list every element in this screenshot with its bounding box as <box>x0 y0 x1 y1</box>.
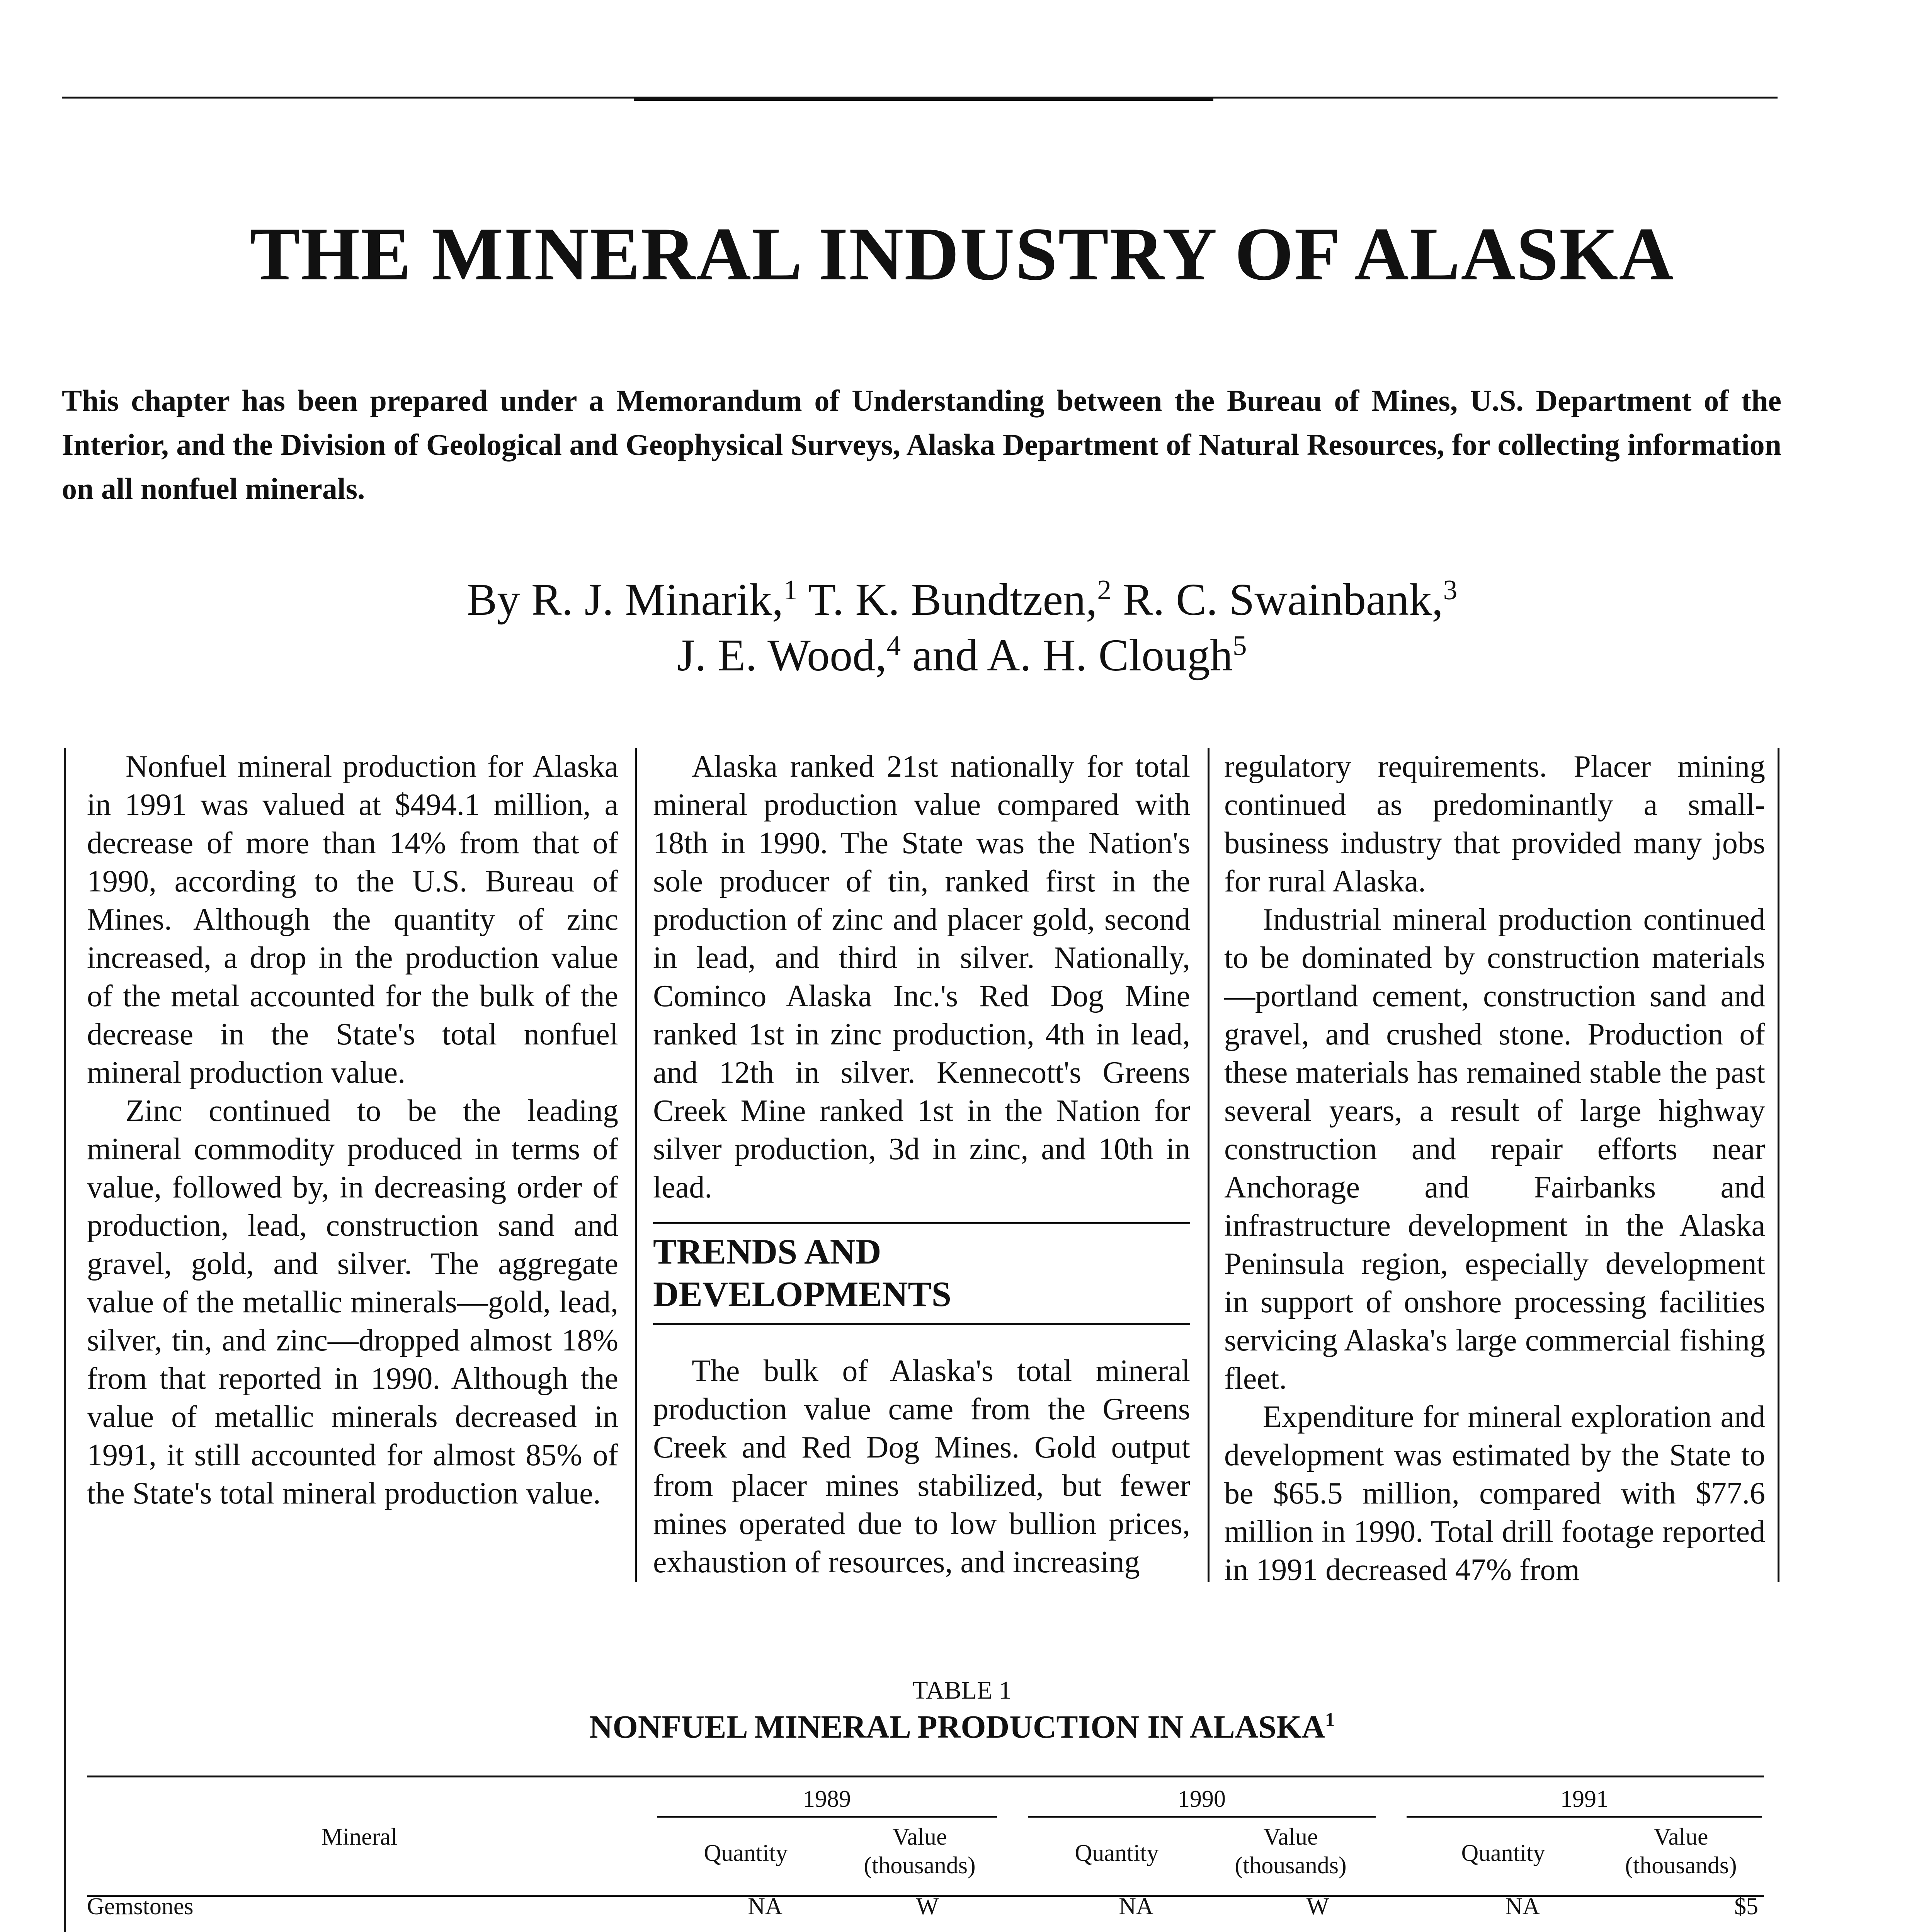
author-line-1 <box>0 572 1924 628</box>
body-column-2 <box>653 748 1190 1582</box>
paragraph: regulatory requirements. Placer mining continued as predominantly a small-business industry that provided many jobs for rural Alaska. <box>1224 750 1765 898</box>
value-header-1991: Value <box>1654 1824 1708 1850</box>
author-name: and A. H. Clough <box>901 630 1233 680</box>
table-cell: W <box>1306 1893 1329 1920</box>
paragraph: Alaska ranked 21st nationally for total mineral production value compared with 18th in 1990. The State was the Nation's sole producer of tin, ranked first in the production of zinc and placer gold, second in lead, and third in silver. Nationally, Cominco Alaska Inc.'s Red Dog Mine ranked 1st in zinc production, 4th in lead, and 12th in silver. Kennecott's Greens Creek Mine ranked 1st in the Nation for silver production, 3d in zinc, and 10th in lead. <box>653 750 1190 1204</box>
table-cell: W <box>916 1893 939 1920</box>
value-header-1990-units: (thousands) <box>1235 1852 1347 1879</box>
year-header-1990: 1990 <box>1178 1786 1226 1812</box>
body-column-3 <box>1224 748 1765 1589</box>
section-heading-line: DEVELOPMENTS <box>653 1274 951 1314</box>
table-cell: NA <box>1505 1893 1540 1920</box>
value-header-1989-units: (thousands) <box>864 1852 976 1879</box>
value-header-1989: Value <box>892 1824 947 1850</box>
mineral-column-header: Mineral <box>321 1824 398 1850</box>
left-margin-rule <box>64 748 66 1932</box>
paragraph: Expenditure for mineral exploration and development was estimated by the State to be $65.5 million, compared with $77.6 million in 1990. Total drill footage reported in 1991 decreased 47% from <box>1224 1400 1765 1587</box>
author-name: J. E. Wood, <box>677 630 887 680</box>
year-header-1989: 1989 <box>803 1786 851 1812</box>
table-cell: NA <box>748 1893 783 1920</box>
top-rule-thick <box>634 99 1213 101</box>
column-rule-3 <box>1778 748 1779 1582</box>
author-name: R. C. Swainbank, <box>1111 574 1443 625</box>
table-title-text: NONFUEL MINERAL PRODUCTION IN ALASKA <box>589 1709 1325 1745</box>
author-note: 3 <box>1443 574 1458 605</box>
quantity-header-1991: Quantity <box>1461 1840 1545 1866</box>
column-rule-2 <box>1208 748 1210 1582</box>
author-note: 2 <box>1097 574 1111 605</box>
paragraph: Industrial mineral production continued to be dominated by construction materials—portland cement, construction sand and gravel, and crushed stone. Production of these materials has remained stable the past several years, a result of large highway construction and repair efforts near Anchorage and Fairbanks and infrastructure development in the Alaska Peninsula region, especially development in support of onshore processing facilities servicing Alaska's large commercial fishing fleet. <box>1224 903 1765 1396</box>
paragraph: Zinc continued to be the leading mineral commodity produced in terms of value, followed by, in decreasing order of production, lead, construction sand and gravel, gold, and silver. The aggregate value of the metallic minerals—gold, lead, silver, tin, and zinc—dropped almost 18% from that reported in 1990. Although the value of metallic minerals decreased in 1991, it still accounted for almost 85% of the State's total mineral production value. <box>87 1094 618 1510</box>
table-label: TABLE 1 <box>912 1676 1012 1704</box>
author-note: 5 <box>1233 629 1247 661</box>
author-name: T. K. Bundtzen, <box>797 574 1097 625</box>
page-title: THE MINERAL INDUSTRY OF ALASKA <box>250 212 1674 296</box>
author-name: By R. J. Minarik, <box>466 574 784 625</box>
quantity-header-1989: Quantity <box>704 1840 788 1866</box>
table-cell: $5 <box>1734 1893 1758 1920</box>
author-note: 4 <box>886 629 901 661</box>
paragraph: Nonfuel mineral production for Alaska in 1991 was valued at $494.1 million, a decrease of more than 14% from that of 1990, according to the U.S. Bureau of Mines. Although the quantity of zinc increased, a drop in the production value of the metal accounted for the bulk of the decrease in the State's total nonfuel mineral production value. <box>87 750 618 1090</box>
table-row-label: Gemstones <box>87 1893 194 1920</box>
table-title-note: 1 <box>1325 1708 1335 1730</box>
value-header-1991-units: (thousands) <box>1625 1852 1737 1879</box>
paragraph: The bulk of Alaska's total mineral production value came from the Greens Creek and Red Dog Mines. Gold output from placer mines stabilized, but fewer mines operated due to low bullion prices, exhaustion of resources, and increasing <box>653 1354 1190 1579</box>
year-rule-1990 <box>1028 1816 1376 1818</box>
section-heading-line: TRENDS AND <box>653 1232 881 1271</box>
table-top-rule <box>87 1776 1764 1777</box>
author-line-2 <box>0 628 1924 683</box>
year-rule-1991 <box>1407 1816 1762 1818</box>
author-byline <box>0 572 1924 683</box>
section-heading <box>653 1222 1190 1325</box>
year-header-1991: 1991 <box>1560 1786 1608 1812</box>
table-cell: NA <box>1119 1893 1153 1920</box>
body-column-1 <box>87 748 618 1513</box>
year-rule-1989 <box>657 1816 997 1818</box>
quantity-header-1990: Quantity <box>1075 1840 1159 1866</box>
memorandum-note: This chapter has been prepared under a Memorandum of Understanding between the Bureau of Mines, U.S. Department of the Interior, and the Division of Geological and Geophysical Surveys, Alaska Department of Natural Resources, for collecting information on all nonfuel minerals. <box>62 384 1781 505</box>
column-rule-1 <box>635 748 637 1582</box>
value-header-1990: Value <box>1263 1824 1318 1850</box>
author-note: 1 <box>783 574 798 605</box>
table-title <box>0 1708 1924 1747</box>
